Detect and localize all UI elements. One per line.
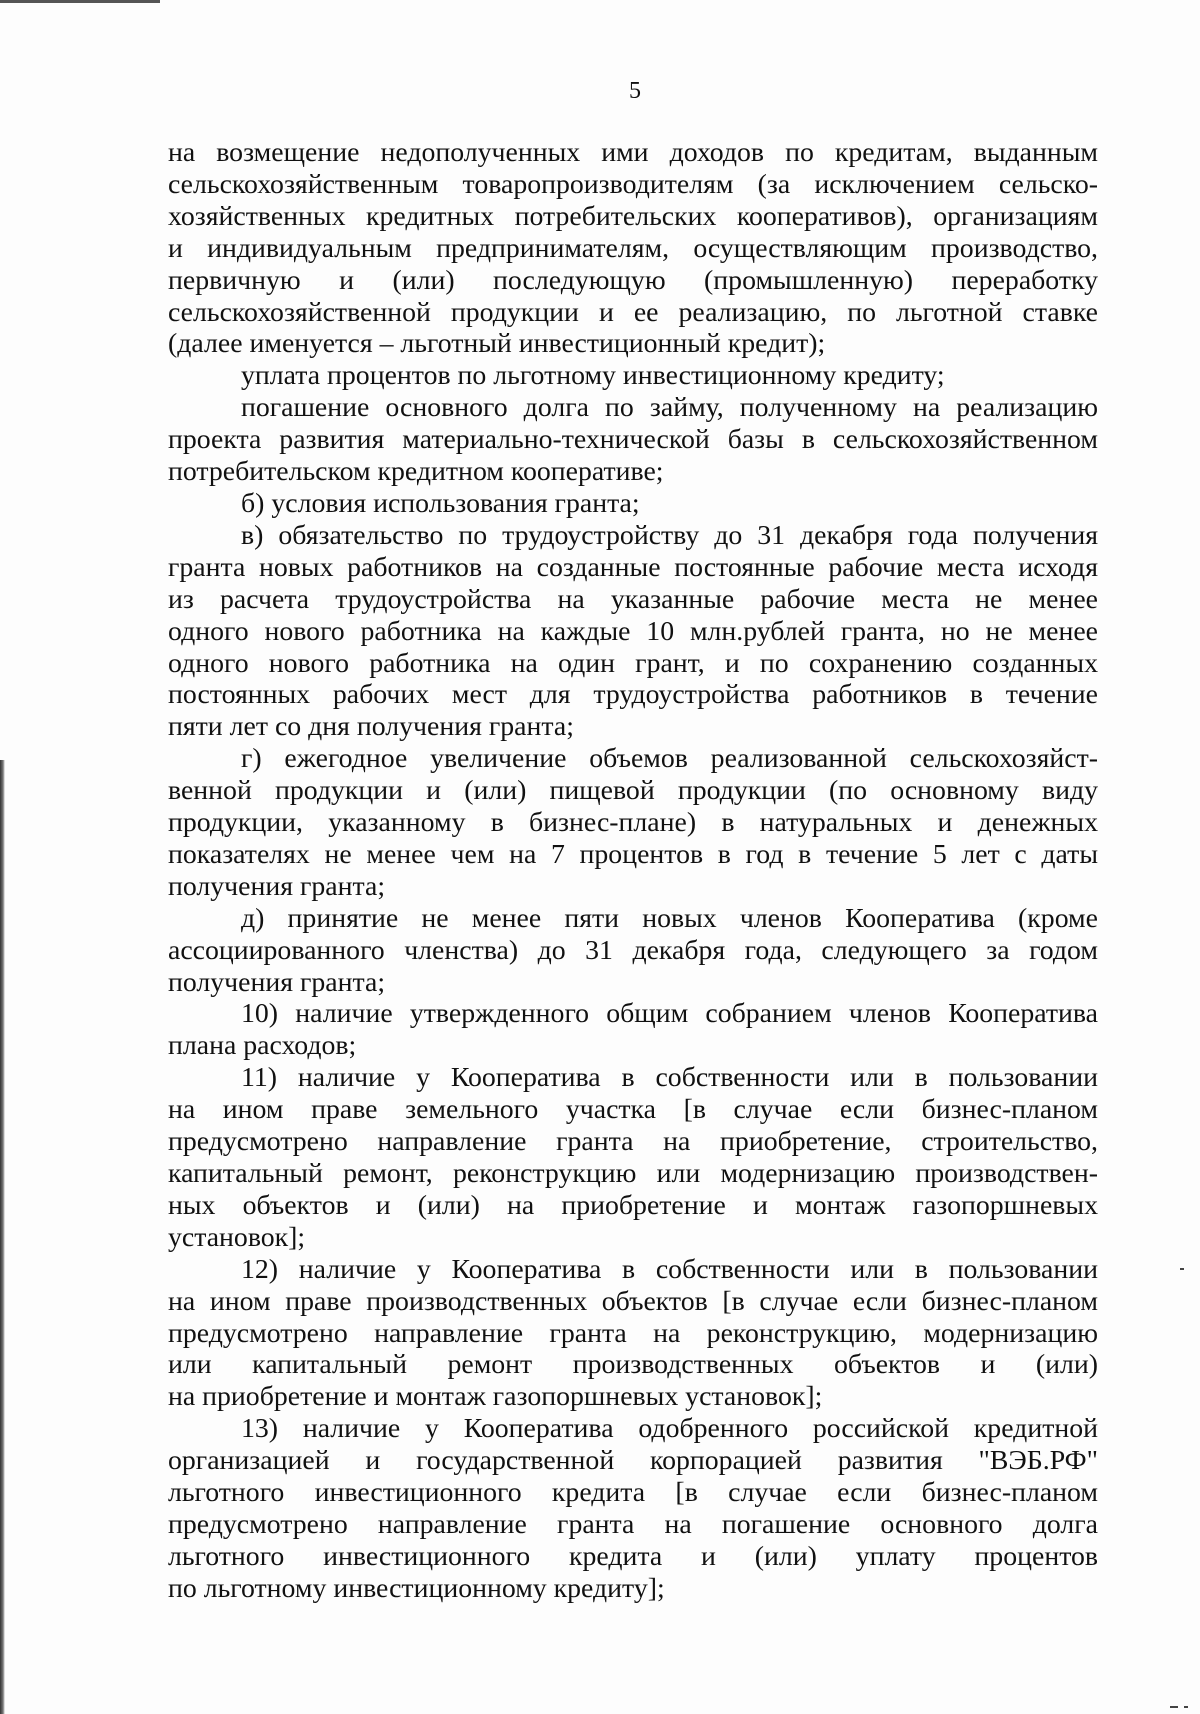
scan-left-edge [0, 760, 5, 1714]
text-line: потребительском кредитном кооперативе; [168, 456, 664, 488]
text-line: погашение основного долга по займу, полученному на реализацию [241, 392, 1098, 424]
text-line: хозяйственных кредитных потребительских кооперативов), организациям [168, 200, 1098, 232]
page-number: 5 [629, 78, 641, 104]
paragraph-intro [168, 137, 1098, 360]
text-line: гранта новых работников на созданные постоянные рабочие места исходя [168, 551, 1098, 583]
scan-mark [1180, 1268, 1184, 1270]
text-line: (далее именуется – льготный инвестиционный кредит); [168, 328, 826, 360]
paragraph-item-v [168, 520, 1098, 743]
text-line: одного нового работника на каждые 10 млн.рублей гранта, но не менее [168, 615, 1098, 647]
text-line: показателях не менее чем на 7 процентов в год в течение 5 лет с даты [168, 838, 1098, 870]
text-line: ассоциированного членства) до 31 декабря года, следующего за годом [168, 934, 1098, 966]
document-body [168, 137, 1098, 1605]
text-line: на ином праве производственных объектов [в случае если бизнес-планом [168, 1285, 1098, 1317]
paragraph-item-13 [168, 1413, 1098, 1604]
text-line: сельскохозяйственной продукции и ее реализацию, по льготной ставке [168, 296, 1098, 328]
paragraph-loan-repayment [168, 392, 1098, 488]
text-line: первичную и (или) последующую (промышленную) переработку [168, 264, 1098, 296]
text-line: установок]; [168, 1221, 306, 1253]
text-line: г) ежегодное увеличение объемов реализованной сельскохозяйст- [241, 743, 1098, 775]
text-line: на ином праве земельного участка [в случае если бизнес-планом [168, 1094, 1098, 1126]
text-line: венной продукции и (или) пищевой продукции (по основному виду [168, 775, 1098, 807]
paragraph-item-b [168, 488, 1098, 520]
scan-mark [1184, 1706, 1188, 1708]
text-line: 11) наличие у Кооператива в собственности или в пользовании [241, 1062, 1098, 1094]
text-line: проекта развития материально-технической базы в сельскохозяйственном [168, 424, 1098, 456]
text-line: 10) наличие утвержденного общим собранием членов Кооператива [241, 998, 1098, 1030]
text-line: б) условия использования гранта; [241, 487, 640, 519]
text-line: уплата процентов по льготному инвестиционному кредиту; [241, 360, 945, 392]
text-line: в) обязательство по трудоустройству до 31 декабря года получения [241, 519, 1098, 551]
text-line: одного нового работника на один грант, и по сохранению созданных [168, 647, 1098, 679]
text-line: на приобретение и монтаж газопоршневых установок]; [168, 1381, 823, 1413]
scan-mark [1170, 1706, 1178, 1708]
text-line: предусмотрено направление гранта на погашение основного долга [168, 1508, 1098, 1540]
text-line: 13) наличие у Кооператива одобренного российской кредитной [241, 1413, 1098, 1445]
text-line: продукции, указанному в бизнес-плане) в натуральных и денежных [168, 807, 1098, 839]
text-line: на возмещение недополученных ими доходов по кредитам, выданным [168, 137, 1098, 168]
text-line: капитальный ремонт, реконструкцию или модернизацию производствен- [168, 1158, 1098, 1189]
text-line: по льготному инвестиционному кредиту]; [168, 1572, 665, 1604]
text-line: и индивидуальным предпринимателям, осуществляющим производство, [168, 232, 1098, 264]
text-line: предусмотрено направление гранта на реконструкцию, модернизацию [168, 1317, 1098, 1349]
text-line: пяти лет со дня получения гранта; [168, 711, 574, 743]
text-line: из расчета трудоустройства на указанные рабочие места не менее [168, 583, 1098, 615]
scan-top-edge [0, 0, 160, 3]
text-line: получения гранта; [168, 870, 386, 902]
text-line: льготного инвестиционного кредита и (или) уплату процентов [168, 1540, 1098, 1572]
text-line: ных объектов и (или) на приобретение и монтаж газопоршневых [168, 1189, 1098, 1221]
text-line: или капитальный ремонт производственных объектов и (или) [168, 1349, 1098, 1381]
text-line: д) принятие не менее пяти новых членов Кооператива (кроме [241, 902, 1098, 934]
paragraph-item-10 [168, 998, 1098, 1062]
text-line: льготного инвестиционного кредита [в случае если бизнес-планом [168, 1477, 1098, 1509]
paragraph-item-11 [168, 1062, 1098, 1253]
text-line: 12) наличие у Кооператива в собственности или в пользовании [241, 1253, 1098, 1285]
paragraph-item-d [168, 903, 1098, 999]
text-line: предусмотрено направление гранта на приобретение, строительство, [168, 1126, 1098, 1158]
text-line: плана расходов; [168, 1030, 357, 1062]
paragraph-item-g [168, 743, 1098, 903]
text-line: сельскохозяйственным товаропроизводителям (за исключением сельско- [168, 168, 1098, 200]
paragraph-interest-payment [168, 360, 1098, 392]
text-line: получения гранта; [168, 966, 386, 998]
text-line: постоянных рабочих мест для трудоустройства работников в течение [168, 679, 1098, 711]
paragraph-item-12 [168, 1254, 1098, 1414]
text-line: организацией и государственной корпорацией развития "ВЭБ.РФ" [168, 1445, 1098, 1477]
